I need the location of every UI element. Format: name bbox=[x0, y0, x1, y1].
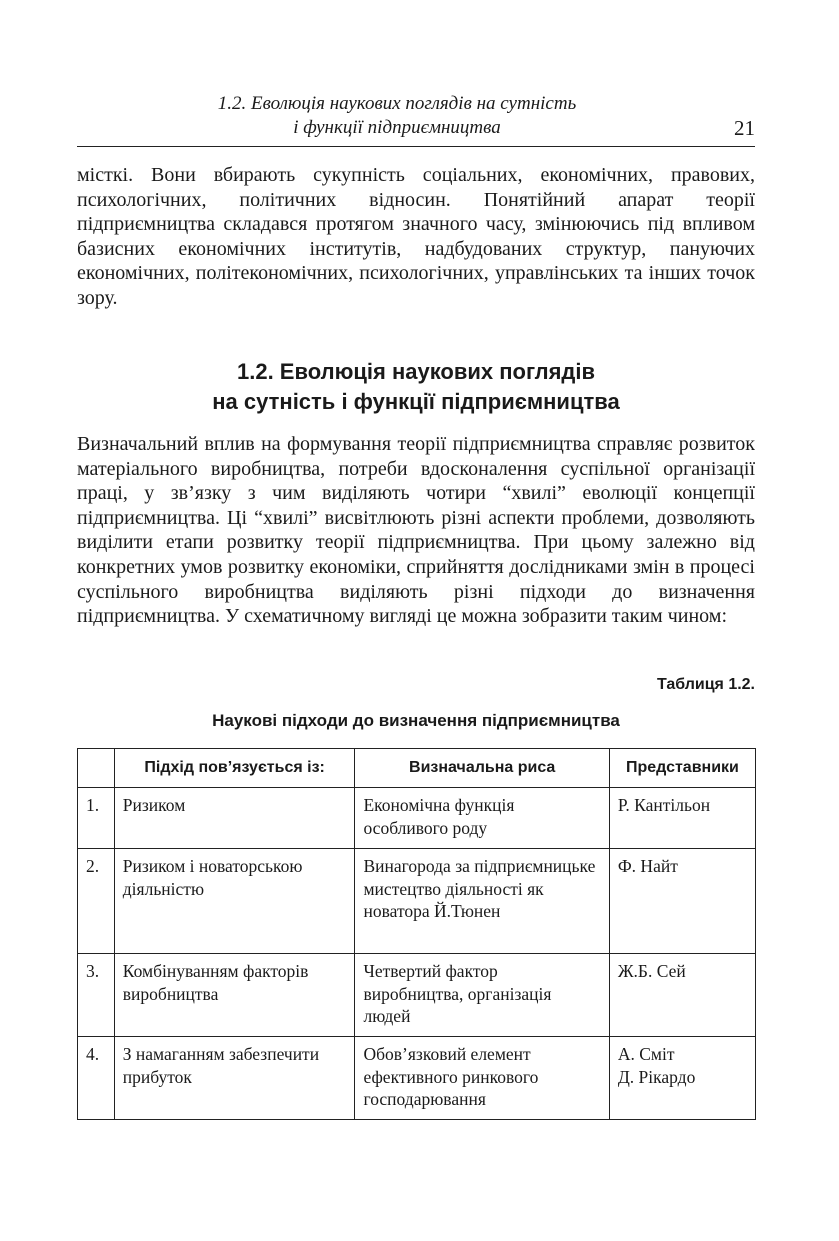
table-caption: Наукові підходи до визначення підприємництва bbox=[212, 711, 620, 730]
representatives-cell bbox=[609, 954, 755, 1037]
page-number: 21 bbox=[734, 116, 755, 140]
representative-name: Р. Кантільон bbox=[617, 795, 711, 815]
column-header-representatives: Представники bbox=[609, 749, 755, 788]
approach-cell: Комбінуванням факторів виробництва bbox=[114, 954, 355, 1037]
row-number: 2. bbox=[78, 849, 115, 954]
running-header-title-line-2: і функції підприємництва bbox=[293, 117, 501, 138]
table-row bbox=[78, 1037, 756, 1120]
body-paragraph-1: місткі. Вони вбирають сукупність соціальних, економічних, правових, психологічних, політичних відносин. Понятійний апарат теорії підприємництва складався протягом значного часу, змінюючись під впливом базисних економічних інститутів, надбудованих структур, пануючих економічних, політекономічних, психологічних, управлінських та інших точок зору. bbox=[77, 164, 755, 309]
feature-cell: Винагорода за підприємницьке мистецтво діяльності як новатора Й.Тюнен bbox=[355, 849, 609, 954]
table-row bbox=[78, 954, 756, 1037]
body-paragraph-2: Визначальний вплив на формування теорії підприємництва справляє розвиток матеріального виробництва, потреби вдосконалення суспільної організації праці, у зв’язку з чим виділяють чотири “хвилі” еволюції концепції підприємництва. Ці “хвилі” висвітлюють різні аспекти проблеми, дозволяють виділити етапи розвитку теорії підприємництва. При цьому залежно від конкретних умов розвитку економіки, сприйняття дослідниками змін в процесі суспільного виробництва виділяють різні підходи до визначення підприємництва. У схематичному вигляді це можна зобразити таким чином: bbox=[77, 433, 755, 628]
feature-cell: Обов’язковий елемент ефективного ринкового господарювання bbox=[355, 1037, 609, 1120]
representatives-cell bbox=[609, 849, 755, 954]
column-header-feature: Визначальна риса bbox=[355, 749, 609, 788]
section-heading-line-2: на сутність і функції підприємництва bbox=[212, 389, 620, 414]
approaches-table bbox=[77, 748, 756, 1120]
representatives-cell bbox=[609, 788, 755, 849]
row-number: 3. bbox=[78, 954, 115, 1037]
header-divider bbox=[77, 146, 755, 147]
running-header bbox=[77, 92, 755, 142]
approach-cell: З намаганням забезпечити прибуток bbox=[114, 1037, 355, 1120]
approach-cell: Ризиком bbox=[114, 788, 355, 849]
feature-cell: Економічна функція особливого роду bbox=[355, 788, 609, 849]
table-label: Таблиця 1.2. bbox=[656, 676, 755, 693]
row-number: 1. bbox=[78, 788, 115, 849]
running-header-title bbox=[77, 92, 717, 140]
table-row bbox=[78, 849, 756, 954]
column-header-approach: Підхід пов’язується із: bbox=[114, 749, 355, 788]
representative-name: Д. Рікардо bbox=[617, 1066, 696, 1087]
section-heading-line-1: 1.2. Еволюція наукових поглядів bbox=[236, 359, 596, 384]
approach-cell: Ризиком і новаторською діяльністю bbox=[114, 849, 355, 954]
representative-name: Ф. Найт bbox=[617, 856, 678, 876]
representative-name: Ж.Б. Сей bbox=[617, 961, 686, 981]
book-page bbox=[77, 0, 755, 1241]
column-header-number bbox=[78, 749, 115, 788]
table-header-row bbox=[78, 749, 756, 788]
running-header-title-line-1: 1.2. Еволюція наукових поглядів на сутність bbox=[217, 93, 577, 114]
representative-name: А. Сміт bbox=[617, 1044, 675, 1064]
feature-cell: Четвертий фактор виробництва, організація людей bbox=[355, 954, 609, 1037]
table-row bbox=[78, 788, 756, 849]
representatives-cell bbox=[609, 1037, 755, 1120]
section-heading bbox=[77, 357, 755, 417]
row-number: 4. bbox=[78, 1037, 115, 1120]
